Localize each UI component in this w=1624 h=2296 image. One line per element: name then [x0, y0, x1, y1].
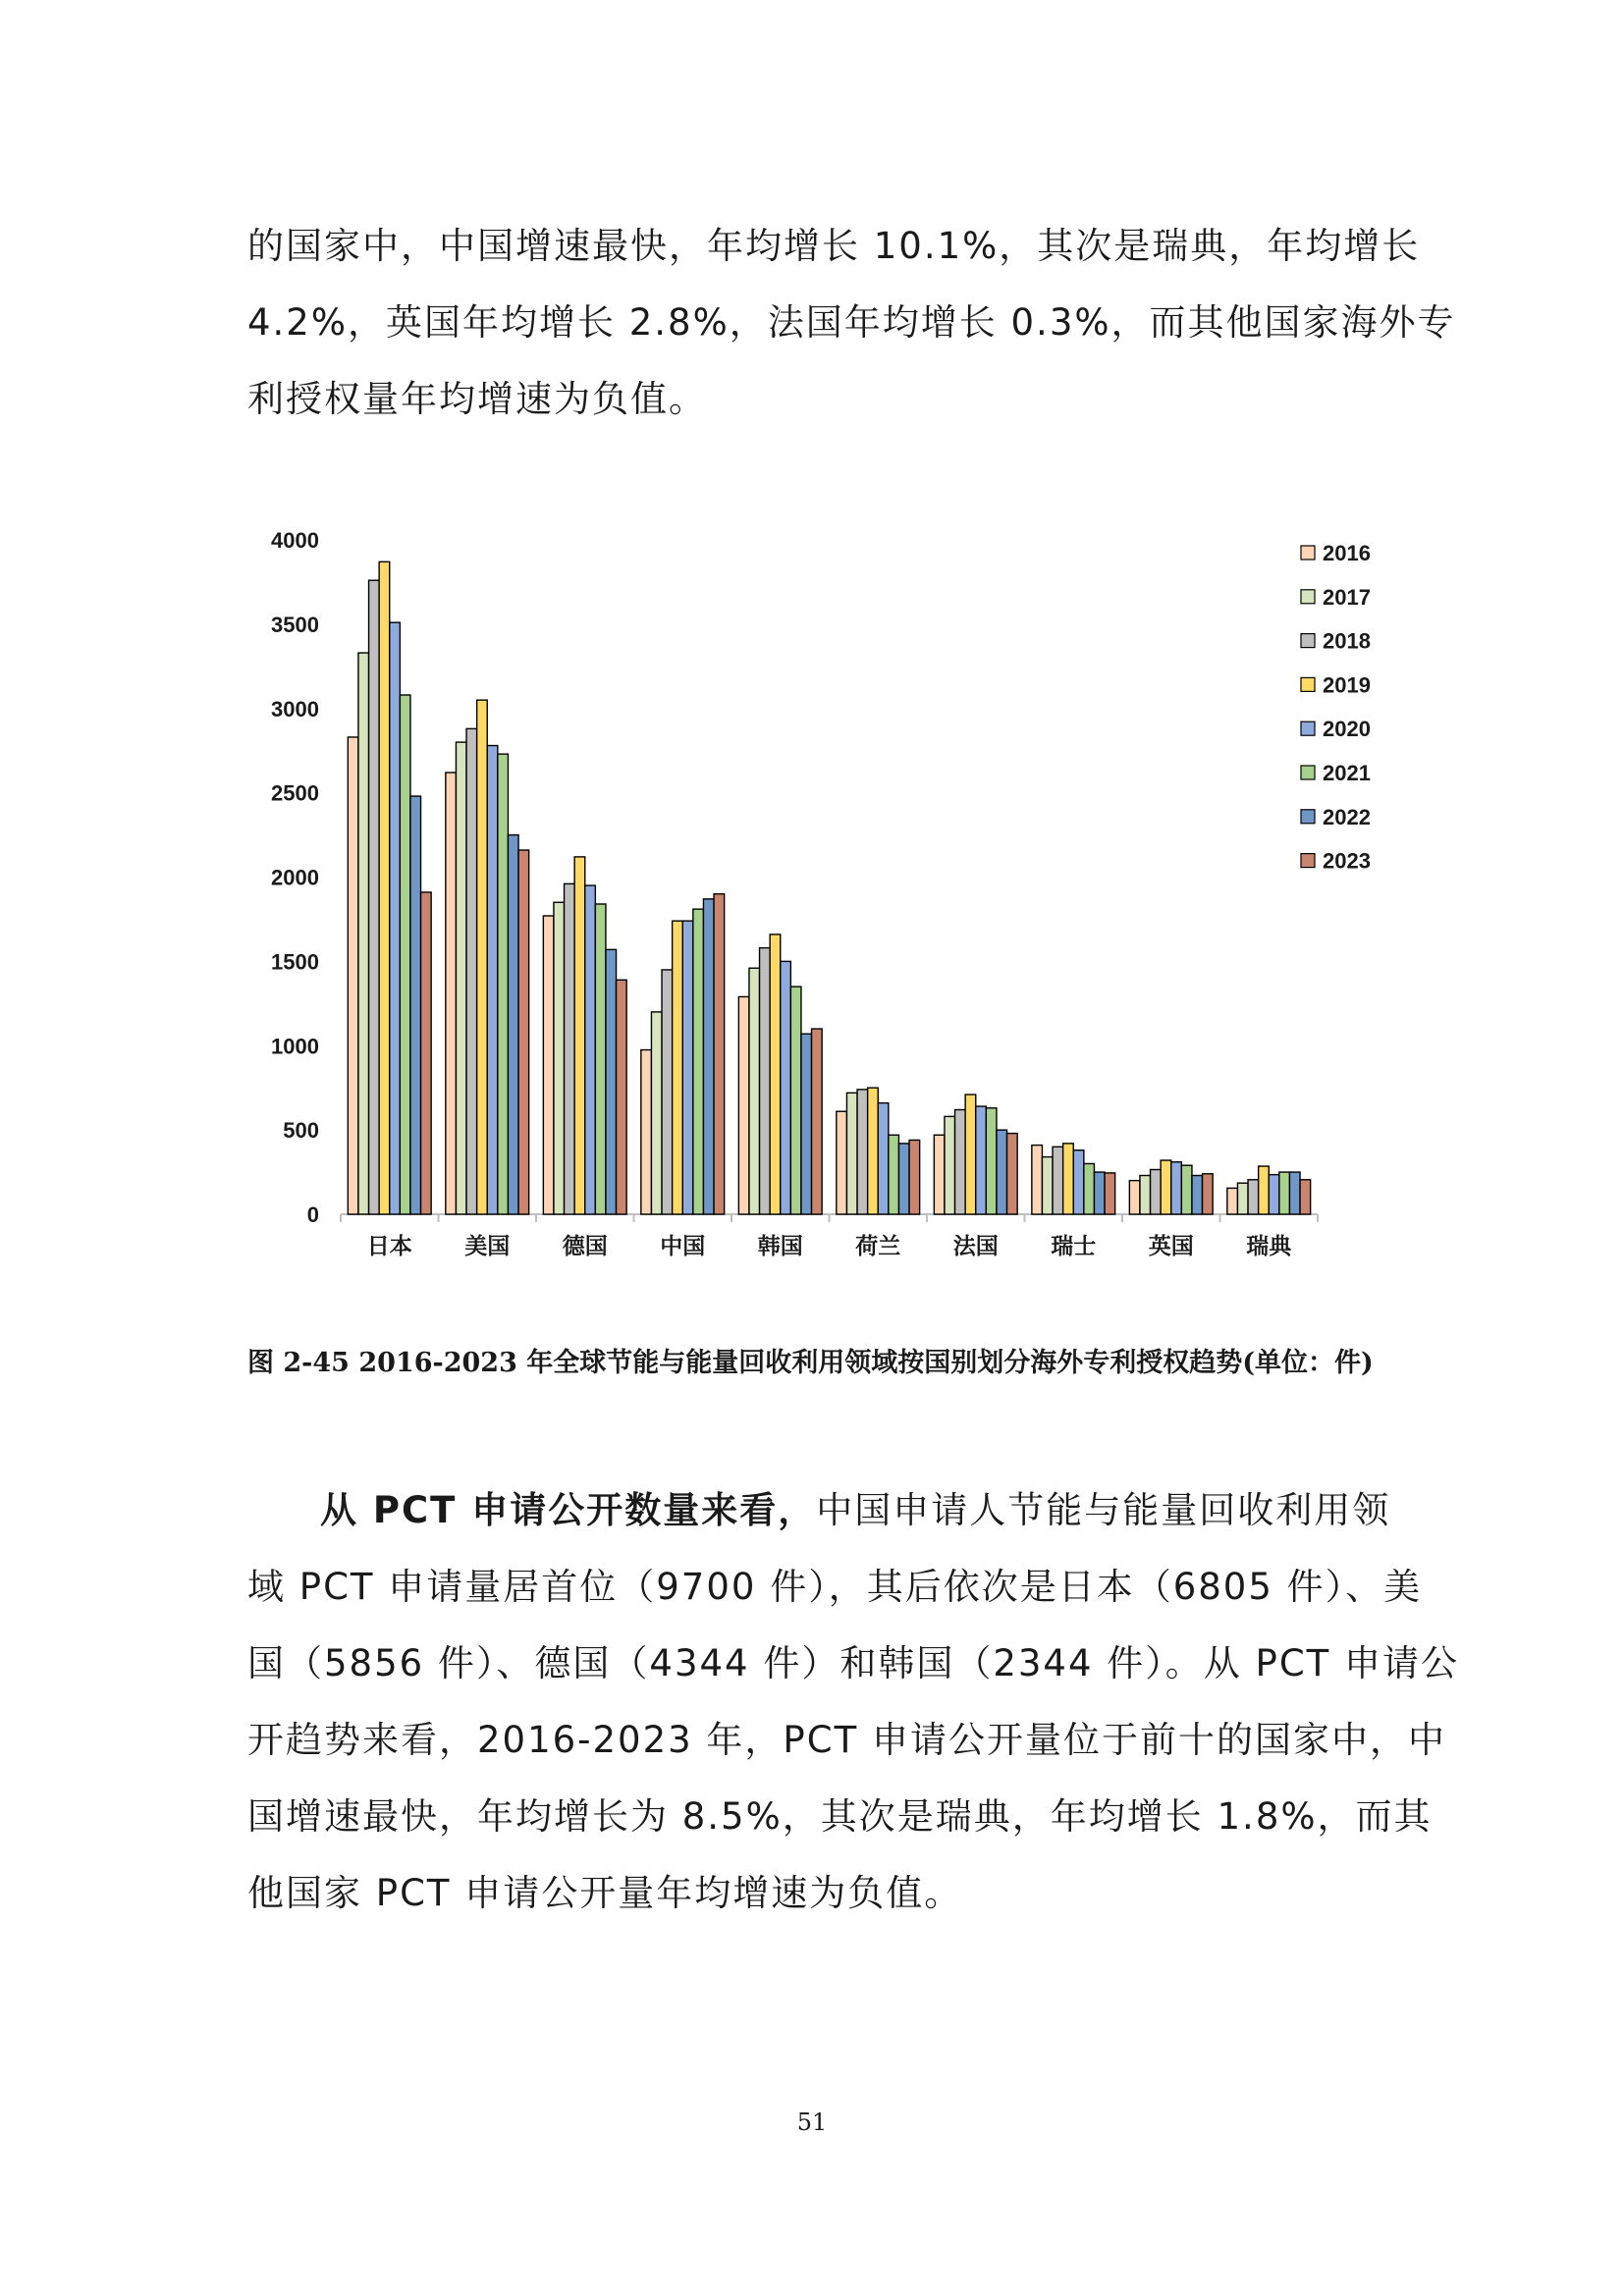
- y-tick-label: 1500: [271, 949, 319, 975]
- bar-2022: [410, 796, 421, 1214]
- bar-2016: [837, 1111, 847, 1214]
- legend-label: 2017: [1323, 584, 1371, 610]
- text-line: 的国家中，中国增速最快，年均增长 10.1%，其次是瑞典，年均增长: [247, 225, 1421, 267]
- y-tick-label: 3000: [271, 696, 319, 721]
- bar-2021: [400, 695, 410, 1214]
- bar-2023: [1203, 1174, 1214, 1214]
- bar-2021: [1181, 1165, 1192, 1214]
- x-category-label: 英国: [1148, 1233, 1194, 1258]
- y-tick-label: 500: [283, 1118, 319, 1144]
- bar-2022: [997, 1130, 1007, 1214]
- y-tick-label: 2500: [271, 780, 319, 806]
- bar-2017: [846, 1093, 857, 1214]
- bar-2016: [446, 773, 457, 1214]
- legend-label: 2016: [1323, 541, 1371, 565]
- x-category-label: 美国: [464, 1233, 511, 1258]
- bar-2023: [617, 980, 627, 1214]
- bar-2018: [1151, 1169, 1162, 1214]
- bar-2018: [1053, 1147, 1063, 1214]
- text-line: 域 PCT 申请量居首位（9700 件），其后依次是日本（6805 件）、美: [247, 1566, 1423, 1608]
- x-category-label: 瑞典: [1246, 1233, 1292, 1258]
- legend-swatch: [1301, 766, 1315, 779]
- bar-2018: [955, 1110, 966, 1214]
- x-category-label: 德国: [562, 1233, 608, 1258]
- bar-2016: [1227, 1188, 1238, 1214]
- legend-label: 2021: [1323, 761, 1371, 785]
- bar-2016: [934, 1135, 945, 1214]
- bar-2017: [945, 1116, 955, 1214]
- bar-2020: [781, 961, 791, 1214]
- bar-2021: [498, 754, 509, 1214]
- bar-2021: [790, 987, 801, 1214]
- bar-2022: [1094, 1172, 1105, 1214]
- bar-2022: [1192, 1175, 1203, 1214]
- bar-2017: [1042, 1157, 1053, 1214]
- bar-2017: [456, 742, 466, 1214]
- x-category-label: 日本: [366, 1233, 412, 1258]
- text-line: 国增速最快，年均增长为 8.5%，其次是瑞典，年均增长 1.8%，而其: [247, 1795, 1433, 1838]
- bar-2023: [518, 850, 529, 1214]
- bar-2019: [379, 561, 390, 1214]
- legend-swatch: [1301, 810, 1315, 824]
- x-category-label: 韩国: [757, 1233, 803, 1258]
- page-number: 51: [796, 2109, 828, 2136]
- bar-2016: [1032, 1146, 1043, 1214]
- bar-2021: [693, 909, 704, 1214]
- bar-2023: [1300, 1180, 1311, 1214]
- y-tick-label: 0: [306, 1202, 319, 1227]
- legend-swatch: [1301, 634, 1315, 648]
- text-line: 4.2%，英国年均增长 2.8%，法国年均增长 0.3%，而其他国家海外专: [247, 301, 1456, 344]
- bar-2023: [909, 1140, 920, 1214]
- bar-2021: [1084, 1163, 1095, 1214]
- bar-2018: [369, 580, 380, 1214]
- bar-2022: [508, 835, 518, 1214]
- bar-2023: [714, 894, 725, 1214]
- x-category-label: 瑞士: [1051, 1233, 1097, 1258]
- bar-2018: [662, 970, 673, 1214]
- y-tick-label: 1000: [271, 1034, 319, 1059]
- bar-2016: [738, 996, 749, 1214]
- legend-swatch: [1301, 854, 1315, 868]
- bar-2021: [595, 904, 606, 1214]
- chart-legend: [1301, 541, 1371, 874]
- text-fragment: 中国申请人节能与能量回收利用领: [816, 1489, 1391, 1531]
- text-line: 利授权量年均增速为负值。: [247, 378, 707, 420]
- intro-paragraph: [247, 208, 1456, 438]
- bar-2020: [1171, 1162, 1182, 1214]
- text-line: [247, 1472, 1391, 1549]
- bar-2018: [565, 883, 575, 1214]
- bar-2017: [749, 968, 760, 1214]
- text-line: 开趋势来看，2016-2023 年，PCT 申请公开量位于前十的国家中，中: [247, 1719, 1446, 1761]
- bar-2020: [976, 1106, 987, 1214]
- axes-layer: [341, 1214, 1318, 1222]
- bar-2020: [878, 1103, 889, 1214]
- legend-label: 2023: [1323, 848, 1371, 874]
- bar-2023: [812, 1029, 823, 1214]
- y-tick-label: 4000: [271, 528, 319, 553]
- bar-2019: [574, 857, 585, 1214]
- x-category-label: 荷兰: [855, 1233, 901, 1258]
- legend-swatch: [1301, 721, 1315, 735]
- bar-2020: [390, 622, 401, 1214]
- legend-swatch: [1301, 590, 1315, 604]
- bar-2021: [1279, 1172, 1290, 1214]
- bar-2017: [358, 653, 369, 1214]
- text-line: 国（5856 件）、德国（4344 件）和韩国（2344 件）。从 PCT 申请公: [247, 1642, 1460, 1684]
- bar-2022: [606, 949, 617, 1214]
- x-category-label: 中国: [660, 1233, 706, 1258]
- y-tick-label: 3500: [271, 612, 319, 637]
- bars-layer: [348, 561, 1310, 1214]
- bar-2022: [898, 1144, 909, 1214]
- figure-caption: 图 2-45 2016-2023 年全球节能与能量回收利用领域按国别划分海外专利授权趋势(单位：件): [247, 1348, 1374, 1378]
- bar-chart: [247, 501, 1377, 1286]
- bar-2022: [801, 1034, 812, 1214]
- bar-2019: [673, 921, 683, 1214]
- bar-2017: [651, 1012, 662, 1214]
- bar-2023: [1007, 1134, 1018, 1214]
- bar-2019: [1063, 1144, 1074, 1214]
- legend-label: 2019: [1323, 672, 1371, 698]
- bar-2020: [1073, 1150, 1084, 1214]
- x-category-label: 法国: [952, 1233, 999, 1258]
- bar-2016: [641, 1050, 652, 1214]
- bar-2017: [1237, 1183, 1248, 1214]
- bar-2017: [1140, 1175, 1151, 1214]
- bar-2020: [487, 746, 498, 1214]
- y-tick-label: 2000: [271, 865, 319, 890]
- bar-2022: [1289, 1172, 1300, 1214]
- bar-2019: [1259, 1166, 1270, 1214]
- bar-2016: [348, 737, 358, 1214]
- bar-2021: [889, 1135, 899, 1214]
- bar-2019: [770, 934, 781, 1214]
- bar-2020: [682, 921, 693, 1214]
- bar-2018: [760, 948, 771, 1214]
- bar-2023: [1105, 1173, 1115, 1214]
- lead-phrase: 从 PCT 申请公开数量来看，: [320, 1489, 817, 1531]
- bar-2016: [543, 916, 554, 1214]
- bar-2021: [986, 1108, 997, 1214]
- bar-2019: [965, 1095, 976, 1214]
- bar-2020: [585, 885, 596, 1214]
- legend-label: 2022: [1323, 804, 1371, 829]
- bar-2018: [1248, 1180, 1259, 1214]
- bar-2019: [477, 700, 488, 1214]
- pct-paragraph: [247, 1472, 1460, 1932]
- legend-swatch: [1301, 677, 1315, 691]
- text-line: 他国家 PCT 申请公开量年均增速为负值。: [247, 1872, 963, 1914]
- legend-swatch: [1301, 546, 1315, 560]
- bar-2022: [703, 899, 714, 1214]
- bar-2016: [1129, 1181, 1140, 1214]
- legend-label: 2020: [1323, 717, 1371, 742]
- bar-2020: [1269, 1175, 1279, 1214]
- bar-2019: [868, 1088, 879, 1214]
- legend-label: 2018: [1323, 628, 1371, 654]
- bar-2019: [1161, 1160, 1171, 1214]
- bar-2017: [554, 902, 565, 1214]
- bar-2018: [466, 728, 477, 1214]
- bar-2023: [421, 892, 432, 1214]
- bar-2018: [857, 1090, 868, 1214]
